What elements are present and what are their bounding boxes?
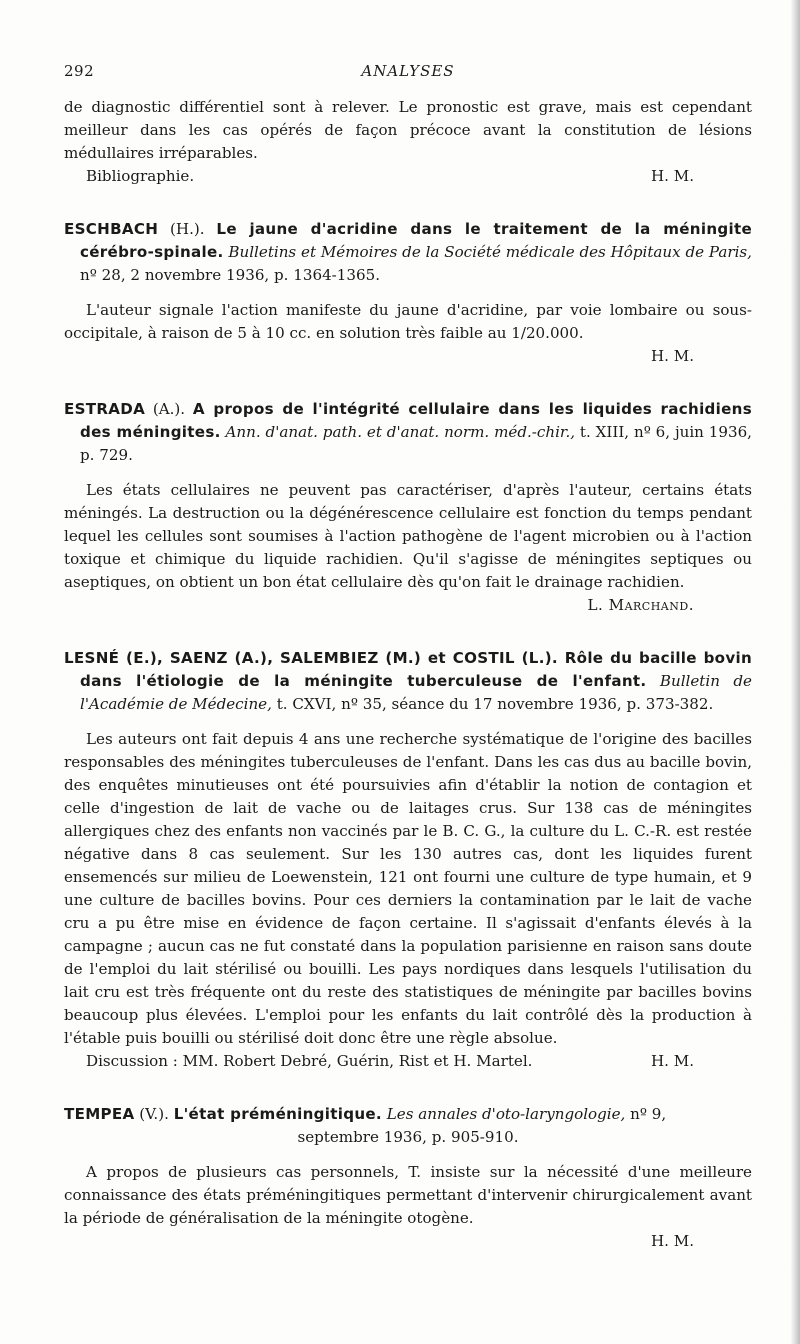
page-header <box>64 62 752 84</box>
entry-reference <box>64 647 752 716</box>
entry-body: Les auteurs ont fait depuis 4 ans une recherche systématique de l'origine des bacilles responsables des méningites tuberculeuses de l'enfant. Dans les cas dus au bacille bovin, des enquêtes minutieuses ont été poursuivies afin d'établir la notion de contagion et celle d'ingestion de lait de vache ou de laitages crus. Sur 138 cas de méningites allergiques chez des enfants non vaccinés par le B. C. G., la culture du L. C.-R. est restée négative dans 8 cas seulement. Sur les 130 autres cas, dont les liquides furent ensemencés sur milieu de Loewenstein, 121 ont fourni une culture de type humain, et 9 une culture de bacilles bovins. Pour ces derniers la contamination par le lait de vache cru a pu être mise en évidence de façon certaine. Il s'agissait d'enfants élevés à la campagne ; aucun cas ne fut constaté dans la population parisienne en raison sans doute de l'emploi du lait stérilisé ou bouilli. Les pays nordiques dans lesquels l'utilisation du lait cru est très fréquente ont du reste des statistiques de méningite par bacilles bovins beaucoup plus élevées. L'emploi pour les enfants du lait contrôlé dès la production à l'étable puis bouilli ou stérilisé doit donc être une règle absolue. <box>64 730 752 1047</box>
page-content <box>64 96 752 1253</box>
entry-initials: (H.). <box>158 220 217 238</box>
entry-author: LESNÉ (E.), SAENZ (A.), SALEMBIEZ (M.) et COSTIL (L.). <box>64 649 558 667</box>
entry-estrada <box>64 398 752 617</box>
entry-body: Les états cellulaires ne peuvent pas caractériser, d'après l'auteur, certains états méningés. La destruction ou la dégénérescence cellulaire est fonction du temps pendant lequel les cellules sont soumises à l'action pathogène de l'agent microbien ou à l'action toxique et chimique du liquide rachidien. Qu'il s'agisse de méningites septiques ou aseptiques, on obtient un bon état cellulaire dès qu'on fait le drainage rachidien. <box>64 481 752 591</box>
entry-citation: nº 9, <box>625 1105 667 1123</box>
page-number: 292 <box>64 62 95 80</box>
intro-section <box>64 96 752 188</box>
intro-sig-line <box>64 165 752 188</box>
running-title: ANALYSES <box>361 62 455 80</box>
entry-tempea <box>64 1103 752 1253</box>
entry-citation-cont: septembre 1936, p. 905-910. <box>297 1128 519 1146</box>
entry-citation: nº 28, 2 novembre 1936, p. 1364-1365. <box>80 266 380 284</box>
entry-citation: t. CXVI, nº 35, séance du 17 novembre 1936, p. 373-382. <box>271 695 714 713</box>
entry-initials: (A.). <box>145 400 193 418</box>
entry-reference <box>64 218 752 287</box>
entry-reference <box>64 398 752 467</box>
entry-author: TEMPEA <box>64 1105 135 1123</box>
entry-signature: H. M. <box>650 1232 694 1250</box>
entry-eschbach <box>64 218 752 368</box>
entry-lesne <box>64 647 752 1073</box>
page-edge-shadow <box>790 0 800 1344</box>
entry-body: L'auteur signale l'action manifeste du jaune d'acridine, par voie lombaire ou sous-occipitale, à raison de 5 à 10 cc. en solution très faible au 1/20.000. <box>64 301 752 342</box>
entry-body: A propos de plusieurs cas personnels, T. insiste sur la nécessité d'une meilleure connaissance des états préméningitiques permettant d'intervenir chirurgicalement avant la période de généralisation de la méningite otogène. <box>64 1163 752 1227</box>
bibliography-label: Bibliographie. <box>86 167 195 185</box>
intro-paragraph: de diagnostic différentiel sont à relever. Le pronostic est grave, mais est cependant meilleur dans les cas opérés de façon précoce avant la constitution de lésions médullaires irréparables. <box>64 98 752 162</box>
entry-reference <box>64 1103 752 1126</box>
entry-author: ESTRADA <box>64 400 146 418</box>
entry-title: Le jaune d'acridine dans le traitement de la méningite cérébro-spinale. <box>80 220 752 261</box>
entry-discussion: Discussion : MM. Robert Debré, Guérin, Rist et H. Martel. <box>86 1052 533 1070</box>
entry-journal: Bulletins et Mémoires de la Société médicale des Hôpitaux de Paris, <box>228 243 752 261</box>
entry-citation: t. XIII, nº 6, juin 1936, p. 729. <box>80 423 752 464</box>
entry-title: A propos de l'intégrité cellulaire dans les liquides rachidiens des méningites. <box>80 400 753 441</box>
entry-journal: Les annales d'oto-laryngologie, <box>381 1105 626 1123</box>
entry-initials: (V.). <box>134 1105 174 1123</box>
intro-signature: H. M. <box>650 167 694 185</box>
entry-journal: Ann. d'anat. path. et d'anat. norm. méd.-chir., <box>220 423 576 441</box>
entry-signature: L. Marchand. <box>587 596 694 614</box>
entry-signature: H. M. <box>650 1052 694 1070</box>
entry-signature: H. M. <box>650 347 694 365</box>
entry-journal: Bulletin de l'Académie de Médecine, <box>80 672 752 713</box>
entry-discussion-line <box>64 1050 752 1073</box>
entry-author: ESCHBACH <box>64 220 159 238</box>
entry-title: Rôle du bacille bovin dans l'étiologie de la méningite tuberculeuse de l'enfant. <box>80 649 753 690</box>
entry-title: L'état préméningitique. <box>173 1105 382 1123</box>
